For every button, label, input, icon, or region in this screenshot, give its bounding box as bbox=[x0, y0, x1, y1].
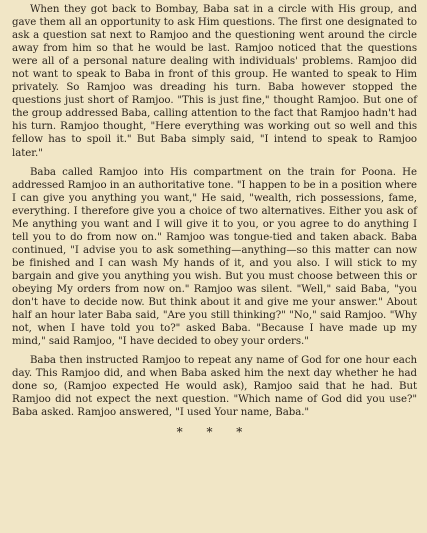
paragraph-bombay-questions: When they got back to Bombay, Baba sat in a circle with His group, and gave them all an opportunity to ask Him questions. The first one designated to ask a question sat next to Ramjoo and the questioning went around the circle away from him so that he would be last. Ramjoo noticed that the questions were all of a personal nature dealing with individuals' problems. Ramjoo did not want to speak to Baba in front of this group. He wanted to speak to Him privately. So Ramjoo was dreading his turn. Baba however stopped the questions just short of Ramjoo. "This is just fine," thought Ramjoo. But one of the group addressed Baba, calling attention to the fact that Ramjoo hadn't had his turn. Ramjoo thought, "Here everything was working out so well and this fellow has to spoil it." But Baba simply said, "I intend to speak to Ramjoo later." bbox=[12, 4, 417, 159]
paragraph-name-of-god: Baba then instructed Ramjoo to repeat any name of God for one hour each day. This Ramjoo did, and when Baba asked him the next day whether he had done so, (Ramjoo expected He would ask), Ramjoo said that he had. But Ramjoo did not expect the next question. "Which name of God did you use?" Baba asked. Ramjoo answered, "I used Your name, Baba." bbox=[12, 355, 417, 419]
paragraph-train-to-poona: Baba called Ramjoo into His compartment on the train for Poona. He addressed Ramjoo in an authoritative tone. "I happen to be in a position where I can give you anything you want," He said, "wealth, rich possessions, fame, everything. I therefore give you a choice of two alternatives. Either you ask of Me anything you want and I will give it to you, or you agree to do anything I tell you to do from now on." Ramjoo was tongue-tied and taken aback. Baba continued, "I advise you to ask something—anything—so this matter can now be finished and I can wash My hands of it, and you also. I will stick to my bargain and give you anything you wish. But you must choose between this or obeying My orders from now on." Ramjoo was silent. "Well," said Baba, "you don't have to decide now. But think about it and give me your answer." About half an hour later Baba said, "Are you still thinking?" "No," said Ramjoo. "Why not, when I have told you to?" asked Baba. "Because I have made up my mind," said Ramjoo, "I have decided to obey your orders." bbox=[12, 166, 417, 348]
section-separator: * * * bbox=[176, 425, 253, 440]
